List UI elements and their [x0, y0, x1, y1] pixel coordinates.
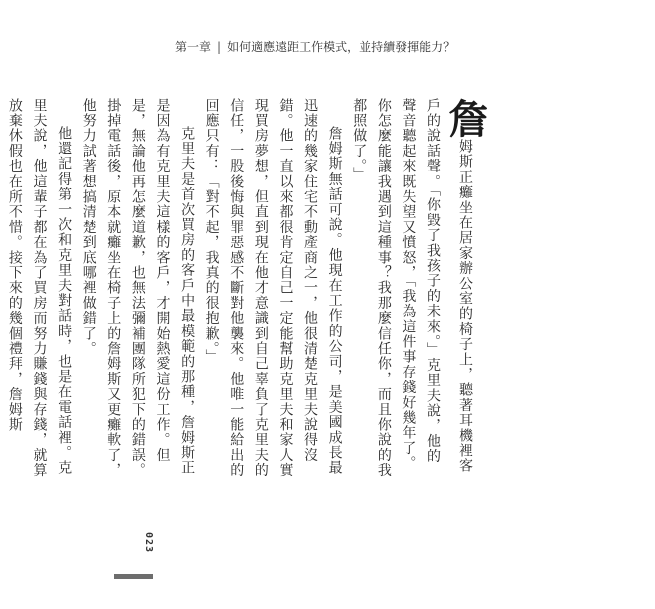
paragraph-4: 他還記得第一次和克里夫對話時，也是在電話裡。克里夫說，他這輩子都在為了買房而努力賺錢與存錢，就算放棄休假也在所不惜。接下來的幾個禮拜，詹姆斯	[6, 98, 73, 478]
chapter-label: 第一章	[175, 40, 212, 54]
header-separator: |	[217, 40, 222, 54]
paragraph-3: 克里夫是首次買房的客戶中最模範的那種，詹姆斯正是因為有克里夫這樣的客戶，才開始熱愛這份工作。但是，無論他再怎麼道歉，也無法彌補團隊所犯下的錯誤。掛掉電話後，原本就癱坐在椅子上的詹姆斯又更癱軟了，他努力試著想搞清楚到底哪裡做錯了。	[80, 98, 196, 478]
paragraph-2: 詹姆斯無話可說。他現在工作的公司，是美國成長最迅速的幾家住宅不動產商之一，他很清楚克里夫說得沒錯。他一直以來都很肯定自己一定能幫助克里夫和家人實現買房夢想，但直到現在他才意識到自己辜負了克里夫的信任，一股後悔與罪惡感不斷對他襲來。他唯一能給出的回應只有：「對不起，我真的很抱歉。」	[203, 98, 343, 478]
paragraph-text: 姆斯正癱坐在居家辦公室的椅子上，聽著耳機裡客戶的說話聲。「你毀了我孩子的未來。」克里夫說，他的聲音聽起來既失望又憤怒，「我為這件事存錢好幾年了。你怎麼能讓我遇到這種事？我那麼信任你，而且你說的我都照做了。」	[351, 98, 473, 478]
vertical-body-text	[6, 98, 489, 478]
running-header	[175, 38, 455, 55]
chapter-title: 如何適應遠距工作模式，並持續發揮能力？	[227, 40, 456, 54]
page-number-bar	[114, 574, 153, 579]
drop-cap: 詹	[442, 98, 489, 140]
page-number: 023	[143, 532, 154, 554]
paragraph-1	[347, 98, 489, 478]
